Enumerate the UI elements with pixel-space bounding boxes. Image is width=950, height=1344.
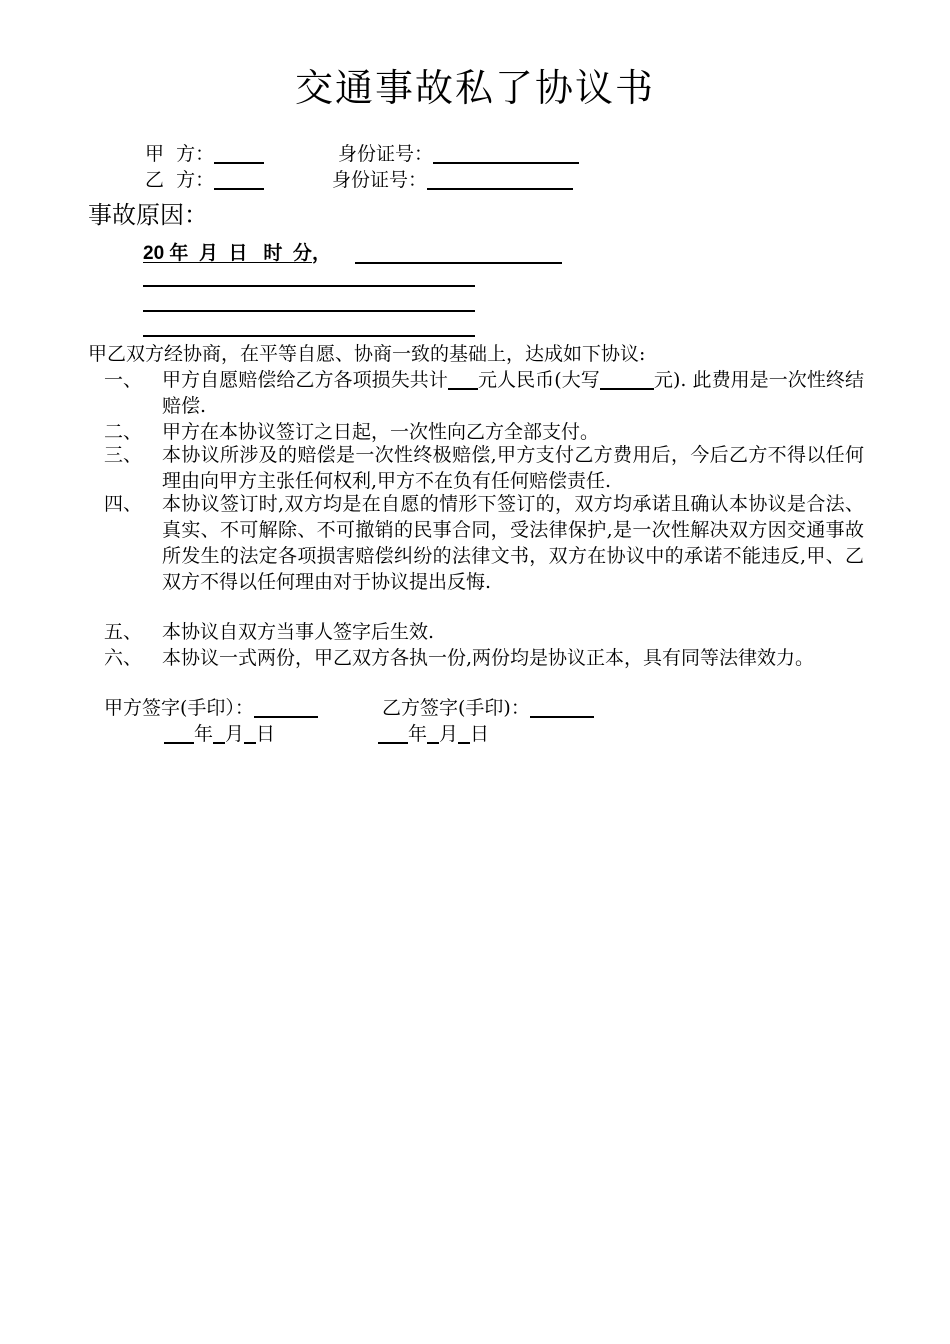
party-a-signature-field[interactable]: [254, 696, 318, 718]
party-a-month-label: 月: [225, 723, 245, 745]
cause-field-line-2[interactable]: [143, 285, 475, 287]
clause-5-number: 五、: [104, 621, 143, 643]
party-b-day-field[interactable]: [458, 722, 470, 744]
clause-1: [104, 367, 864, 419]
document-title: 交通事故私了协议书: [294, 66, 655, 110]
party-a-signature-row: [104, 695, 318, 721]
party-b-year-label: 年: [408, 723, 428, 745]
party-b-signature-field[interactable]: [530, 696, 594, 718]
party-b-id-field[interactable]: [427, 168, 573, 190]
party-a-id-label: 身份证号：: [338, 143, 434, 165]
accident-date-text: 20 年 月 日 时 分: [143, 243, 312, 264]
date-comma: ，: [311, 243, 331, 264]
party-b-day-label: 日: [470, 723, 490, 745]
party-a-day-field[interactable]: [244, 722, 256, 744]
party-b-label: 乙 方：: [145, 169, 215, 191]
party-b-id-row: [332, 167, 573, 193]
accident-date-line: [143, 241, 331, 267]
party-b-signature-label: 乙方签字(手印)：: [382, 697, 530, 719]
party-b-name-field[interactable]: [214, 168, 264, 190]
clause-2-text: 甲方在本协议签订之日起，一次性向乙方全部支付。: [162, 421, 600, 443]
party-b-sign-date: [378, 721, 489, 747]
party-a-id-row: [338, 141, 579, 167]
cause-field-line-4[interactable]: [143, 335, 475, 337]
party-a-signature-label: 甲方签字(手印）：: [104, 697, 254, 719]
party-b-month-field[interactable]: [427, 722, 439, 744]
clause-5-text: 本协议自双方当事人签字后生效.: [162, 621, 435, 643]
party-a-year-field[interactable]: [164, 722, 194, 744]
clause-6-text: 本协议一式两份，甲乙双方各执一份,两份均是协议正本，具有同等法律效力。: [162, 647, 815, 669]
compensation-amount-field[interactable]: [448, 368, 478, 390]
cause-field-line-1[interactable]: [355, 262, 562, 264]
cause-heading: 事故原因：: [88, 201, 208, 229]
clause-1-text-after: 元). 此费用是一次性终结赔偿.: [162, 369, 864, 417]
party-b-signature-row: [382, 695, 594, 721]
compensation-amount-words-field[interactable]: [600, 368, 654, 390]
clause-1-text-before: 甲方自愿赔偿给乙方各项损失共计: [162, 369, 448, 391]
clause-1-text: [162, 367, 864, 419]
agreement-intro: 甲乙双方经协商，在平等自愿、协商一致的基础上，达成如下协议:: [88, 343, 646, 365]
party-b-month-label: 月: [439, 723, 459, 745]
party-a-name-field[interactable]: [214, 142, 264, 164]
cause-field-line-3[interactable]: [143, 310, 475, 312]
party-a-month-field[interactable]: [213, 722, 225, 744]
party-b-year-field[interactable]: [378, 722, 408, 744]
clause-3-text: 本协议所涉及的赔偿是一次性终极赔偿,甲方支付乙方费用后，今后乙方不得以任何理由向甲方主张任何权利,甲方不在负有任何赔偿责任.: [162, 444, 864, 492]
party-a-day-label: 日: [256, 723, 276, 745]
party-a-id-field[interactable]: [433, 142, 579, 164]
party-a-sign-date: [164, 721, 275, 747]
clause-6-number: 六、: [104, 647, 143, 669]
clause-6: [104, 645, 864, 671]
clause-4-text: 本协议签订时,双方均是在自愿的情形下签订的，双方均承诺且确认本协议是合法、真实、不可解除、不可撤销的民事合同，受法律保护,是一次性解决双方因交通事故所发生的法定各项损害赔偿纠纷的法律文书，双方在协议中的承诺不能违反,甲、乙双方不得以任何理由对于协议提出反悔.: [162, 493, 864, 593]
clause-4-number: 四、: [104, 493, 143, 515]
clause-1-text-mid: 元人民币(大写: [477, 369, 600, 391]
party-a-year-label: 年: [194, 723, 214, 745]
clause-1-number: 一、: [104, 369, 143, 391]
clause-4: [104, 491, 864, 595]
clause-2-number: 二、: [104, 421, 143, 443]
party-b-row: [145, 167, 264, 193]
party-a-row: [145, 141, 264, 167]
clause-3: [104, 442, 864, 494]
party-a-label: 甲 方：: [145, 143, 215, 165]
clause-3-number: 三、: [104, 444, 143, 466]
party-b-id-label: 身份证号：: [332, 169, 428, 191]
clause-5: [104, 619, 864, 645]
